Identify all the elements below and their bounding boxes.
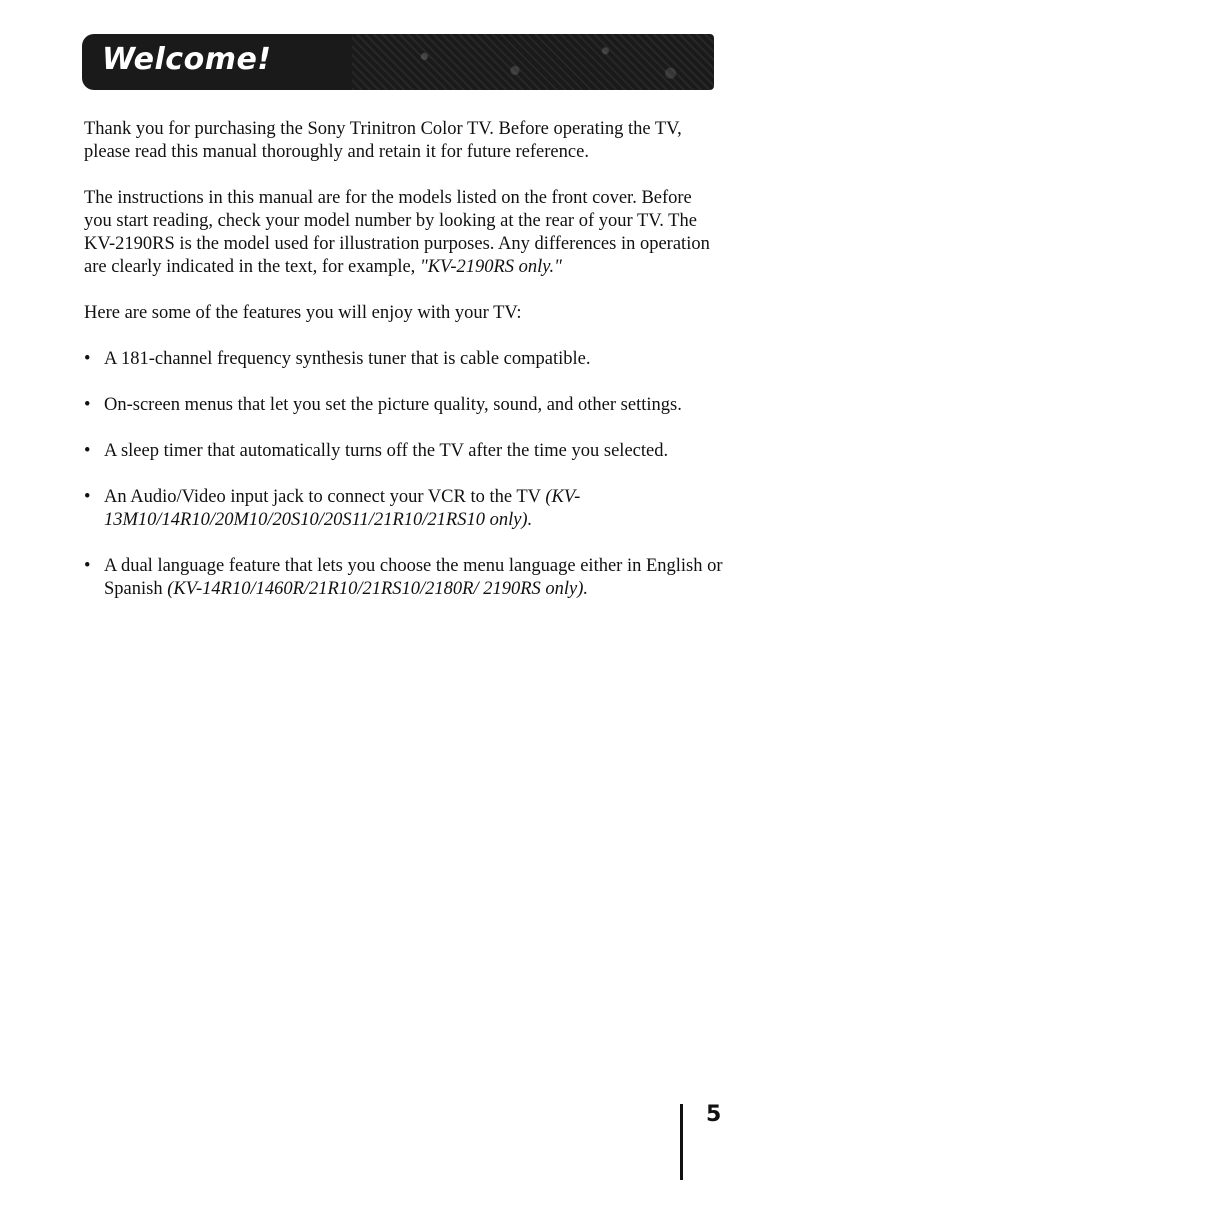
list-item	[84, 348, 724, 371]
feature-text: On-screen menus that let you set the picture quality, sound, and other settings.	[104, 395, 682, 415]
instructions-paragraph	[84, 187, 724, 279]
page-divider	[680, 1104, 683, 1180]
features-intro: Here are some of the features you will enjoy with your TV:	[84, 303, 522, 323]
feature-text: An Audio/Video input jack to connect your VCR to the TV	[104, 487, 546, 507]
example-model-note: "KV-2190RS only."	[419, 257, 562, 277]
feature-text: A 181-channel frequency synthesis tuner that is cable compatible.	[104, 349, 591, 369]
feature-model-note: (KV-13M10/14R10/20M10/20S10/20S11/21R10/21RS10 only).	[104, 487, 581, 530]
list-item	[84, 486, 724, 532]
bullet-icon: •	[84, 349, 91, 369]
bullet-icon: •	[84, 556, 91, 576]
banner-texture	[352, 34, 714, 90]
page-title: Welcome!	[102, 42, 272, 77]
bullet-icon: •	[84, 395, 91, 415]
list-item	[84, 440, 724, 463]
bullet-icon: •	[84, 487, 91, 507]
welcome-banner	[82, 34, 714, 90]
main-content	[84, 118, 724, 624]
feature-list	[84, 348, 724, 601]
page-number: 5	[706, 1102, 722, 1127]
intro-paragraph: Thank you for purchasing the Sony Trinitron Color TV. Before operating the TV, please read this manual thoroughly and retain it for future reference.	[84, 119, 682, 162]
feature-model-note: (KV-14R10/1460R/21R10/21RS10/2180R/ 2190RS only).	[167, 579, 589, 599]
list-item	[84, 555, 724, 601]
feature-text: A sleep timer that automatically turns off the TV after the time you selected.	[104, 441, 669, 461]
feature-text: A dual language feature that lets you choose the menu language either in English or Spanish	[104, 556, 723, 599]
bullet-icon: •	[84, 441, 91, 461]
list-item	[84, 394, 724, 417]
instructions-text: The instructions in this manual are for the models listed on the front cover. Before you start reading, check your model number by looking at the rear of your TV. The KV-2190RS is the model used for illustration purposes. Any differences in operation are clearly indicated in the text, for example,	[84, 188, 710, 277]
